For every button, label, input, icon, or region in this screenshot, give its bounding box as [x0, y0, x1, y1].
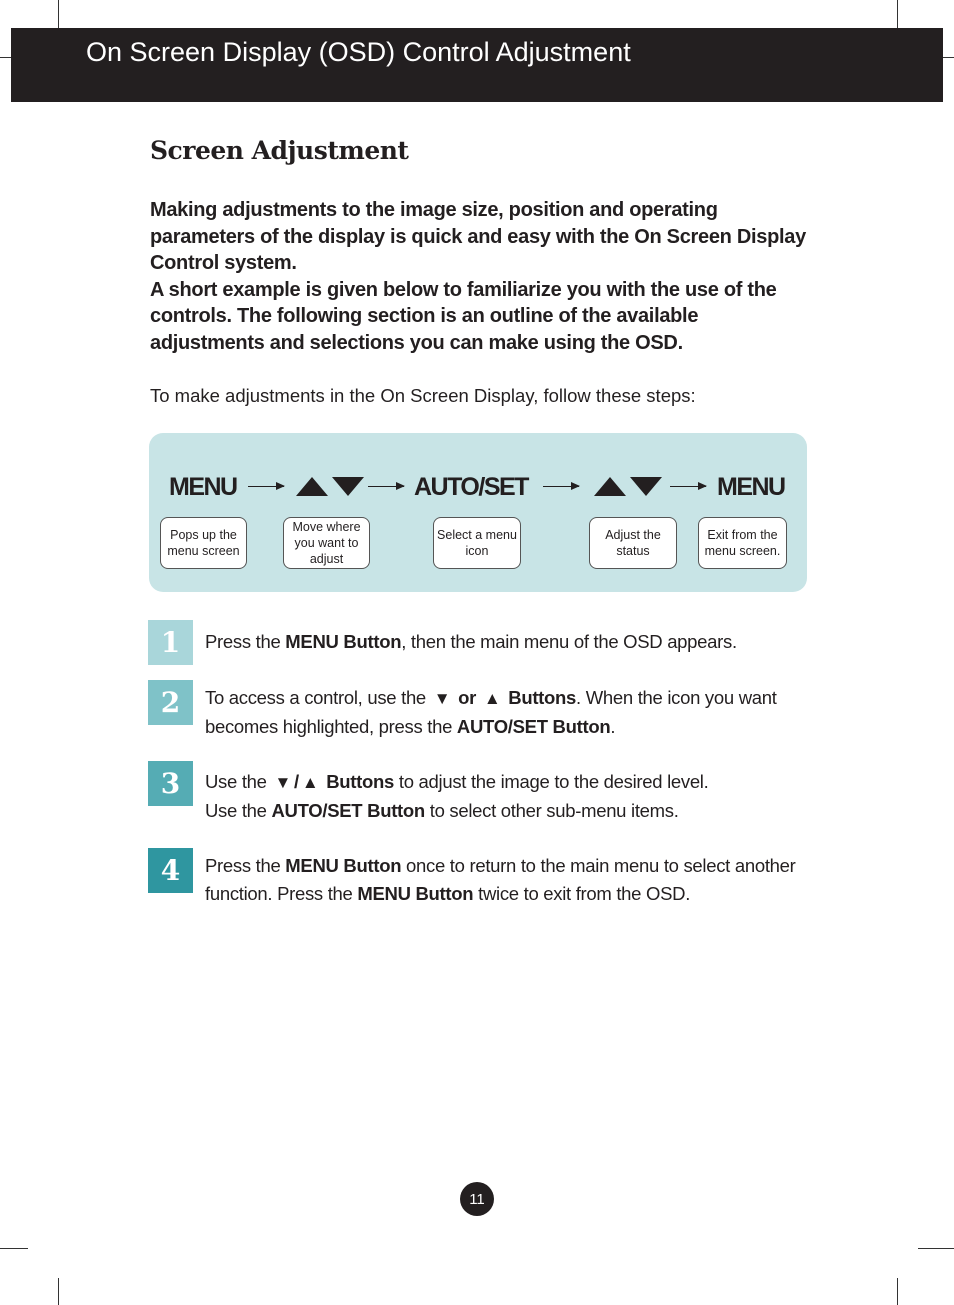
- flow-box-pops-up: Pops up the menu screen: [160, 517, 247, 569]
- step-text-4: [205, 852, 815, 908]
- step-1-text: Press the: [205, 631, 286, 652]
- flow-label-menu-exit: MENU: [717, 473, 785, 501]
- flow-box-adjust: Adjust the status: [589, 517, 677, 569]
- intro-paragraph-2: A short example is given below to familiarize you with the use of the controls. The following section is an outline of the available adjustments and selections you can make using the OSD.: [150, 278, 777, 354]
- crop-mark: [918, 1248, 954, 1249]
- step-3-text: Use the: [205, 800, 272, 821]
- crop-mark: [897, 0, 898, 28]
- intro-paragraph-1: Making adjustments to the image size, position and operating parameters of the display is quick and easy with the On Screen Display Control system.: [150, 199, 806, 274]
- up-down-buttons-icon: [296, 477, 364, 496]
- crop-mark: [0, 1248, 28, 1249]
- triangle-up-icon: [594, 477, 626, 496]
- triangle-up-icon: [296, 477, 328, 496]
- triangle-up-icon: ▲: [483, 689, 501, 708]
- step-4-text: twice to exit from the OSD.: [473, 883, 691, 904]
- flow-box-exit: Exit from the menu screen.: [698, 517, 787, 569]
- step-text-1: [205, 628, 815, 656]
- up-down-buttons-icon: [594, 477, 662, 496]
- section-title: Screen Adjustment: [150, 136, 409, 165]
- crop-mark: [897, 1278, 898, 1305]
- page-number: 11: [460, 1182, 494, 1216]
- intro-text: [150, 197, 810, 356]
- step-3-bold: AUTO/SET Button: [271, 800, 425, 821]
- triangle-down-icon: [332, 477, 364, 496]
- step-text-3: [205, 768, 815, 825]
- step-4-text: once to return to the main menu to select another function. Press the: [205, 855, 796, 904]
- step-2-bold: Buttons: [508, 687, 577, 708]
- step-3-bold: /: [294, 771, 299, 792]
- step-3-text: Use the: [205, 771, 272, 792]
- step-2-text: To access a control, use the: [205, 687, 431, 708]
- arrow-right-icon: [368, 486, 404, 487]
- step-number-3: 3: [148, 761, 193, 806]
- crop-mark: [58, 1278, 59, 1305]
- step-1-bold: MENU Button: [285, 631, 402, 652]
- step-4-text: Press the: [205, 855, 286, 876]
- step-number-4: 4: [148, 848, 193, 893]
- step-2-text: . When the icon you want becomes highlighted, press the: [205, 687, 777, 737]
- page-header-title: On Screen Display (OSD) Control Adjustment: [86, 37, 631, 67]
- flow-box-select: Select a menu icon: [433, 517, 521, 569]
- triangle-down-icon: ▼: [433, 689, 451, 708]
- osd-flow-diagram: [149, 433, 807, 592]
- crop-mark: [58, 0, 59, 28]
- flow-label-menu: MENU: [169, 473, 237, 501]
- arrow-right-icon: [670, 486, 706, 487]
- flow-box-move: Move where you want to adjust: [283, 517, 370, 569]
- arrow-right-icon: [248, 486, 284, 487]
- step-3-text: to adjust the image to the desired level.: [394, 771, 709, 792]
- triangle-up-icon: ▲: [301, 773, 319, 792]
- step-number-1: 1: [148, 620, 193, 665]
- step-2-bold: or: [458, 687, 477, 708]
- step-number-2: 2: [148, 680, 193, 725]
- step-3-bold: Buttons: [326, 771, 395, 792]
- flow-label-autoset: AUTO/SET: [414, 473, 528, 501]
- step-4-bold: MENU Button: [357, 883, 474, 904]
- step-2-bold: AUTO/SET Button: [456, 716, 611, 737]
- step-3-text: to select other sub-menu items.: [424, 800, 679, 821]
- triangle-down-icon: [630, 477, 662, 496]
- triangle-down-icon: ▼: [274, 773, 292, 792]
- arrow-right-icon: [543, 486, 579, 487]
- step-1-text: , then the main menu of the OSD appears.: [401, 631, 737, 652]
- steps-intro: To make adjustments in the On Screen Display, follow these steps:: [150, 385, 696, 406]
- step-text-2: [205, 684, 815, 741]
- step-4-bold: MENU Button: [285, 855, 402, 876]
- crop-mark: [0, 57, 11, 58]
- crop-mark: [943, 57, 954, 58]
- step-2-text: .: [610, 716, 616, 737]
